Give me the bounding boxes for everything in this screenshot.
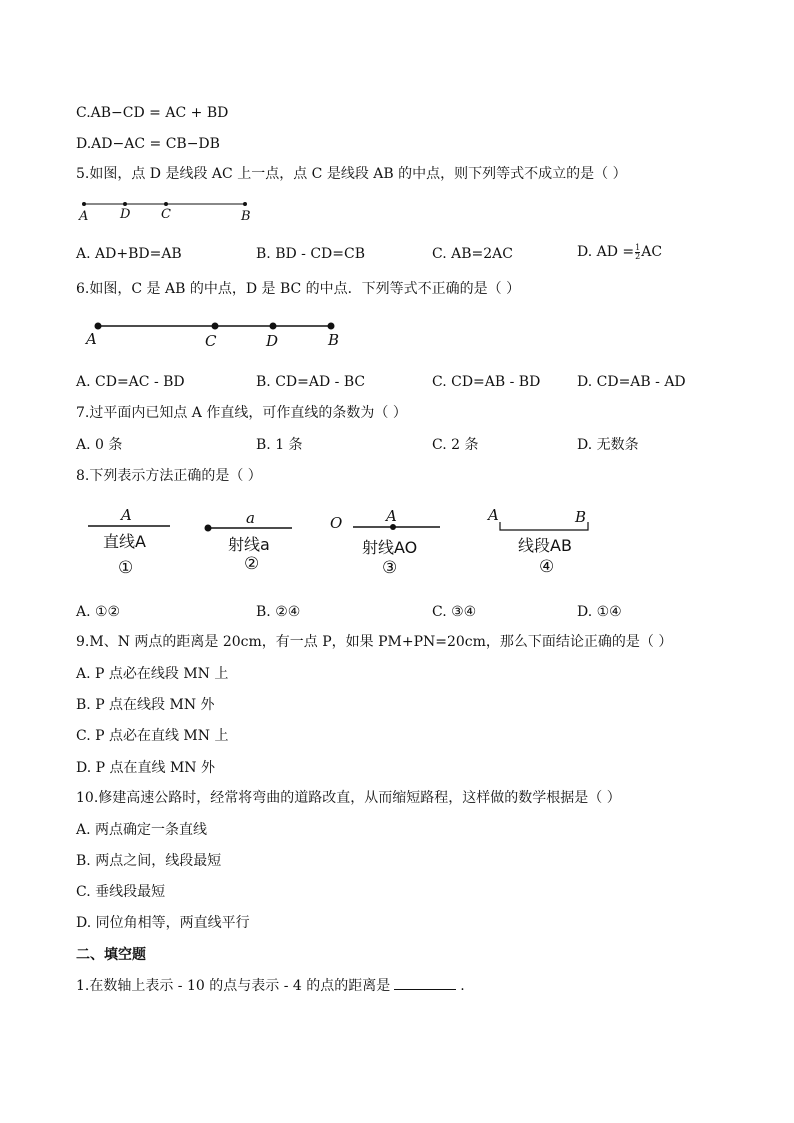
q7-option-a: A. 0 条 <box>76 437 123 453</box>
fraction-denominator: 2 <box>635 251 641 261</box>
q7-option-b: B. 1 条 <box>256 437 303 453</box>
q8-option-a: A. ①② <box>76 604 121 620</box>
q8-fig1-caption: 直线A <box>103 532 146 551</box>
q8-fig4-letter-b: B <box>575 508 587 526</box>
fill-q1-period: . <box>460 978 465 994</box>
q6-option-a: A. CD=AC - BD <box>76 374 185 390</box>
q8-fig2-number: ② <box>244 554 260 574</box>
q10-question: 10.修建高速公路时，经常将弯曲的道路改直，从而缩短路程，这样做的数学根据是（ ） <box>76 790 621 806</box>
q7-option-c: C. 2 条 <box>432 437 479 453</box>
q8-option-c: C. ③④ <box>432 604 477 620</box>
q8-option-d: D. ①④ <box>577 604 622 620</box>
q5-label-a: A <box>79 209 89 224</box>
q10-option-c: C. 垂线段最短 <box>76 884 166 900</box>
q6-option-c: C. CD=AB - BD <box>432 374 541 390</box>
q8-fig3-number: ③ <box>382 558 398 578</box>
q6-question: 6.如图，C 是 AB 的中点，D 是 BC 的中点．下列等式不正确的是（ ） <box>76 281 521 297</box>
q5-option-a: A. AD+BD=AB <box>76 246 182 262</box>
fraction-numerator: 1 <box>635 242 641 252</box>
q9-option-a: A. P 点必在线段 MN 上 <box>76 666 229 682</box>
q10-option-b: B. 两点之间，线段最短 <box>76 853 222 869</box>
q6-option-d: D. CD=AB - AD <box>577 374 686 390</box>
q8-fig3-letter-o: O <box>330 514 343 532</box>
q5-label-c: C <box>161 207 171 222</box>
q6-label-c: C <box>205 332 217 350</box>
q8-question: 8.下列表示方法正确的是（ ） <box>76 468 262 484</box>
q8-fig4-caption: 线段AB <box>518 536 572 555</box>
q5-label-b: B <box>241 209 251 224</box>
q10-option-a: A. 两点确定一条直线 <box>76 822 208 838</box>
q6-label-a: A <box>86 330 97 348</box>
q5-question: 5.如图，点 D 是线段 AC 上一点，点 C 是线段 AB 的中点，则下列等式不成立的是（ ） <box>76 166 627 182</box>
q5-option-d-tail: AC <box>641 244 663 260</box>
q10-option-d: D. 同位角相等，两直线平行 <box>76 915 250 931</box>
q9-question: 9.M、N 两点的距离是 20cm，有一点 P，如果 PM+PN=20cm，那么下面结论正确的是（ ） <box>76 634 673 650</box>
q6-label-d: D <box>266 332 279 350</box>
q5-option-b: B. BD - CD=CB <box>256 246 365 262</box>
q5-option-d-text: D. AD = <box>577 244 635 260</box>
q8-fig3-caption: 射线AO <box>362 538 418 557</box>
q4-option-d: D.AD−AC = CB−DB <box>76 136 220 152</box>
q9-option-b: B. P 点在线段 MN 外 <box>76 697 215 713</box>
q8-fig2-letter: a <box>246 509 255 527</box>
q6-label-b: B <box>328 331 340 349</box>
q7-option-d: D. 无数条 <box>577 437 639 453</box>
q7-question: 7.过平面内已知点 A 作直线，可作直线的条数为（ ） <box>76 405 407 421</box>
q8-fig2-caption: 射线a <box>228 535 270 554</box>
q5-label-d: D <box>120 207 131 222</box>
section-title: 二、填空题 <box>76 947 146 963</box>
q8-option-b: B. ②④ <box>256 604 301 620</box>
q6-option-b: B. CD=AD - BC <box>256 374 366 390</box>
q8-fig4-letter-a: A <box>488 506 499 524</box>
q8-fig1-number: ① <box>118 558 134 578</box>
fill-q1-text: 1.在数轴上表示 - 10 的点与表示 - 4 的点的距离是 <box>76 978 391 994</box>
q9-option-c: C. P 点必在直线 MN 上 <box>76 728 229 744</box>
q8-fig3-letter-a: A <box>386 507 397 525</box>
q4-option-c: C.AB−CD = AC + BD <box>76 105 229 121</box>
q5-option-c: C. AB=2AC <box>432 246 513 262</box>
q8-fig4-number: ④ <box>539 557 555 577</box>
answer-blank[interactable] <box>394 977 456 990</box>
fill-q1 <box>76 977 465 995</box>
q8-fig1-letter: A <box>121 506 132 524</box>
q9-option-d: D. P 点在直线 MN 外 <box>76 760 215 776</box>
